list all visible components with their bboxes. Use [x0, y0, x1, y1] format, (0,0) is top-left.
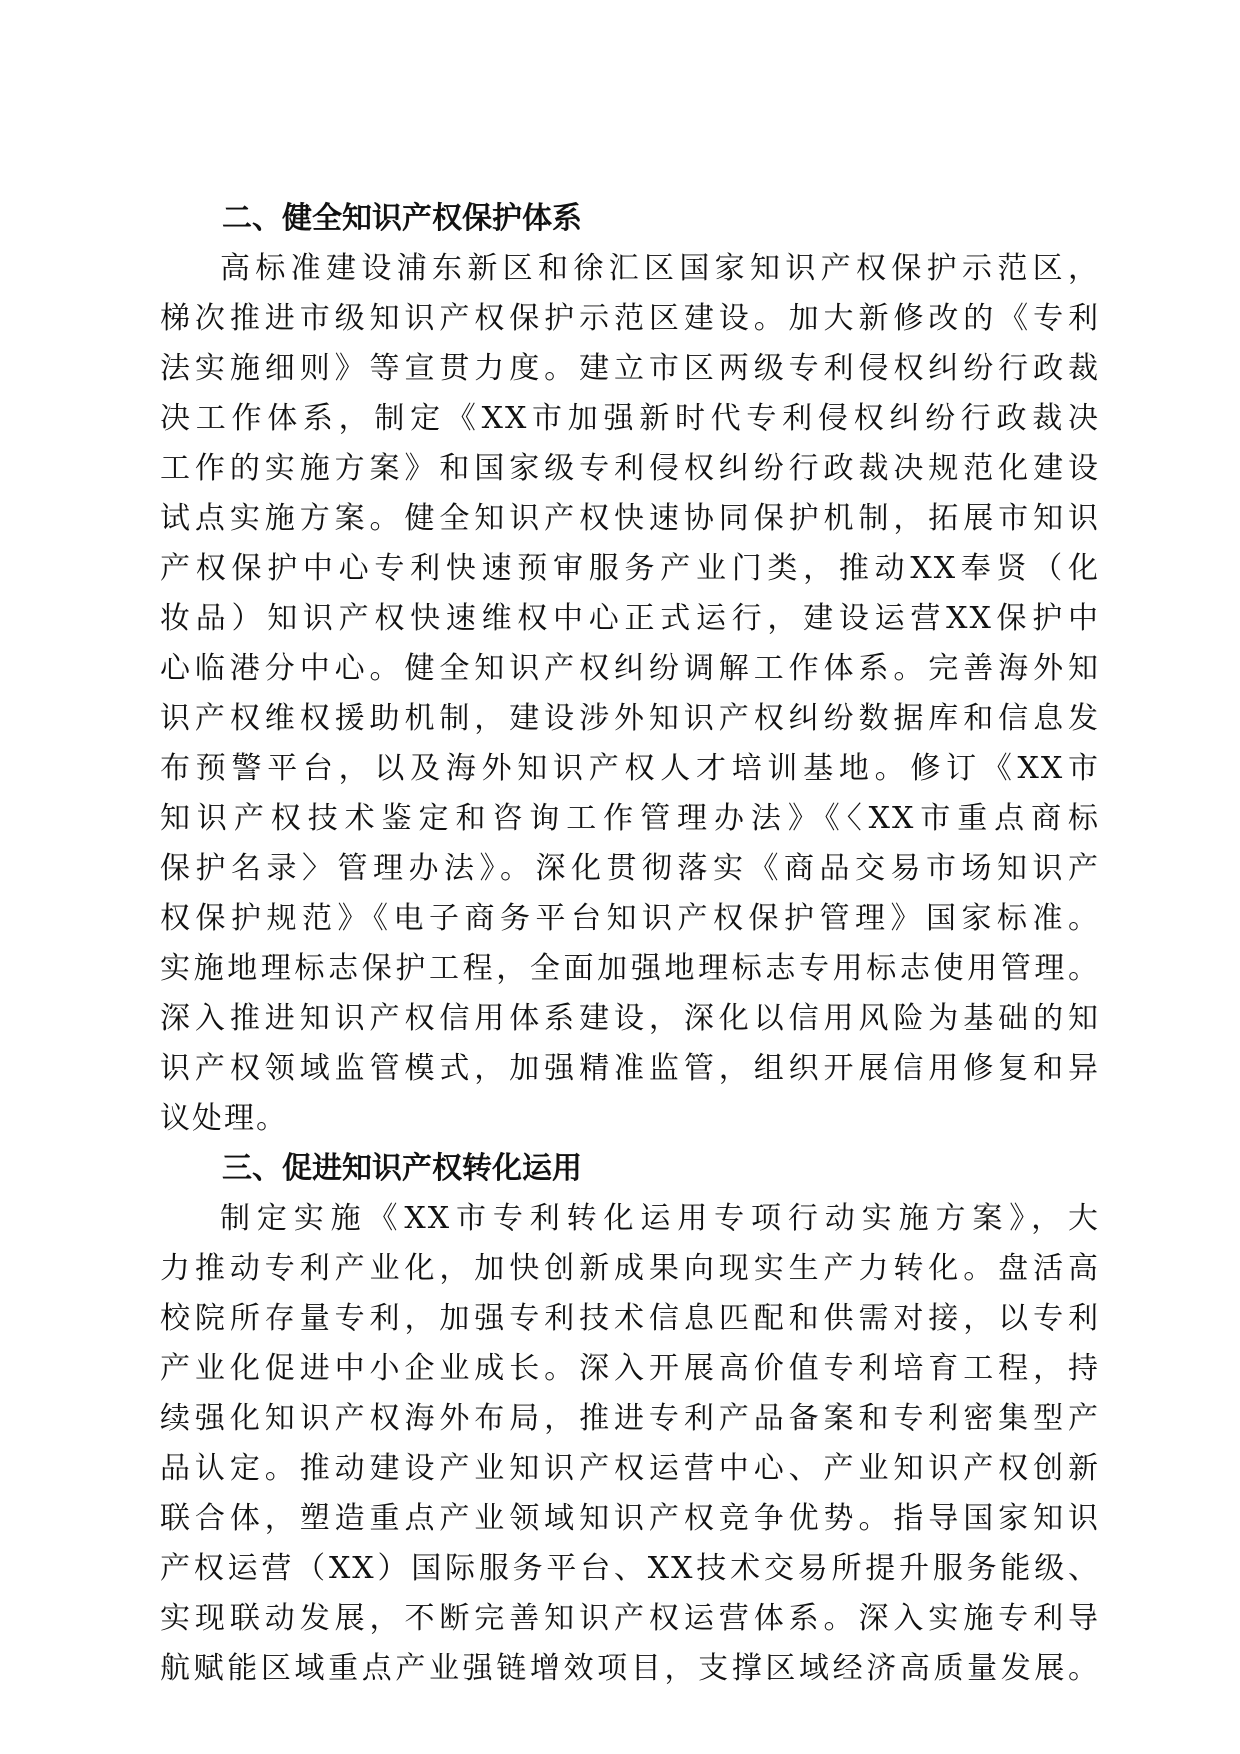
- section-paragraph-2: [160, 244, 1100, 1144]
- paragraph-line: 试点实施方案。健全知识产权快速协同保护机制，拓展市知识: [160, 501, 1100, 536]
- paragraph-line: 制定实施《XX市专利转化运用专项行动实施方案》，大: [220, 1201, 1100, 1236]
- paragraph-line: 议处理。: [160, 1101, 288, 1136]
- paragraph-line: 工作的实施方案》和国家级专利侵权纠纷行政裁决规范化建设: [160, 451, 1100, 486]
- paragraph-line: 航赋能区域重点产业强链增效项目，支撑区域经济高质量发展。: [160, 1651, 1100, 1686]
- document-body: [160, 194, 1100, 1694]
- paragraph-line: 识产权领域监管模式，加强精准监管，组织开展信用修复和异: [160, 1051, 1100, 1086]
- paragraph-line: 权保护规范》《电子商务平台知识产权保护管理》国家标准。: [160, 901, 1100, 936]
- paragraph-line: 梯次推进市级知识产权保护示范区建设。加大新修改的《专利: [160, 301, 1100, 336]
- paragraph-line: 产权运营（XX）国际服务平台、XX技术交易所提升服务能级、: [160, 1551, 1100, 1586]
- paragraph-line: 识产权维权援助机制，建设涉外知识产权纠纷数据库和信息发: [160, 701, 1100, 736]
- paragraph-line: 联合体，塑造重点产业领域知识产权竞争优势。指导国家知识: [160, 1501, 1100, 1536]
- paragraph-line: 产权保护中心专利快速预审服务产业门类，推动XX奉贤（化: [160, 551, 1100, 586]
- paragraph-line: 决工作体系，制定《XX市加强新时代专利侵权纠纷行政裁决: [160, 401, 1100, 436]
- paragraph-line: 心临港分中心。健全知识产权纠纷调解工作体系。完善海外知: [160, 651, 1100, 686]
- paragraph-line: 保护名录〉管理办法》。深化贯彻落实《商品交易市场知识产: [160, 851, 1100, 886]
- paragraph-line: 法实施细则》等宣贯力度。建立市区两级专利侵权纠纷行政裁: [160, 351, 1100, 386]
- section-heading-2: 二、健全知识产权保护体系: [222, 201, 582, 236]
- section-heading-3: 三、促进知识产权转化运用: [222, 1151, 582, 1186]
- paragraph-line: 校院所存量专利，加强专利技术信息匹配和供需对接，以专利: [160, 1301, 1100, 1336]
- paragraph-line: 力推动专利产业化，加快创新成果向现实生产力转化。盘活高: [160, 1251, 1100, 1286]
- paragraph-line: 续强化知识产权海外布局，推进专利产品备案和专利密集型产: [160, 1401, 1100, 1436]
- section-paragraph-3: [160, 1194, 1100, 1694]
- paragraph-line: 实现联动发展，不断完善知识产权运营体系。深入实施专利导: [160, 1601, 1100, 1636]
- paragraph-line: 实施地理标志保护工程，全面加强地理标志专用标志使用管理。: [160, 951, 1100, 986]
- paragraph-line: 品认定。推动建设产业知识产权运营中心、产业知识产权创新: [160, 1451, 1100, 1486]
- paragraph-line: 深入推进知识产权信用体系建设，深化以信用风险为基础的知: [160, 1001, 1100, 1036]
- paragraph-line: 高标准建设浦东新区和徐汇区国家知识产权保护示范区，: [220, 251, 1100, 286]
- paragraph-line: 产业化促进中小企业成长。深入开展高价值专利培育工程，持: [160, 1351, 1100, 1386]
- paragraph-line: 知识产权技术鉴定和咨询工作管理办法》《〈XX市重点商标: [160, 801, 1100, 836]
- paragraph-line: 布预警平台，以及海外知识产权人才培训基地。修订《XX市: [160, 751, 1100, 786]
- paragraph-line: 妆品）知识产权快速维权中心正式运行，建设运营XX保护中: [160, 601, 1100, 636]
